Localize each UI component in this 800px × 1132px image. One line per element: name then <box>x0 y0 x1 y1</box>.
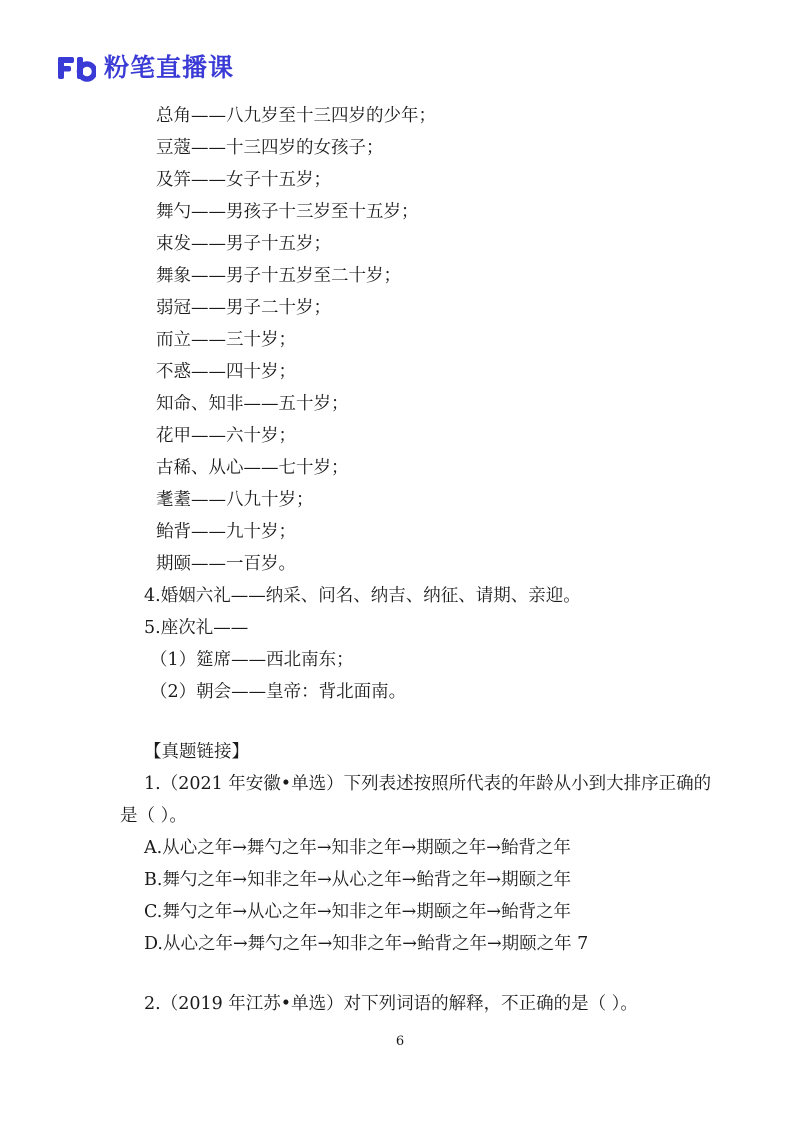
text-line: （2）朝会——皇帝：背北面南。 <box>150 682 407 702</box>
text-line: 5.座次礼—— <box>144 618 249 638</box>
text-line: 而立——三十岁； <box>156 330 296 350</box>
text-line: 及笄——女子十五岁； <box>156 170 331 190</box>
text-line: 期颐——一百岁。 <box>156 554 296 574</box>
question-1-option-c: C.舞勺之年→从心之年→知非之年→期颐之年→鲐背之年 <box>144 902 571 922</box>
question-1-stem-continued: 是（ ）。 <box>120 806 187 826</box>
text-line: 知命、知非——五十岁； <box>156 394 349 414</box>
text-line: 花甲——六十岁； <box>156 426 296 446</box>
text-line: 弱冠——男子二十岁； <box>156 298 331 318</box>
text-line: 耄耋——八九十岁； <box>156 490 314 510</box>
text-line: 总角——八九岁至十三四岁的少年； <box>156 106 436 126</box>
page-number: 6 <box>395 1034 405 1049</box>
question-2-stem: 2.（2019 年江苏•单选）对下列词语的解释，不正确的是（ ）。 <box>144 994 638 1014</box>
text-line: 4.婚姻六礼——纳采、问名、纳吉、纳征、请期、亲迎。 <box>144 586 581 606</box>
text-line: （1）筵席——西北南东； <box>150 650 354 670</box>
question-1-option-b: B.舞勺之年→知非之年→从心之年→鲐背之年→期颐之年 <box>144 870 572 890</box>
fenbi-logo-icon <box>56 53 96 83</box>
text-line: 舞象——男子十五岁至二十岁； <box>156 266 401 286</box>
section-heading: 【真题链接】 <box>144 742 249 762</box>
text-line: 豆蔻——十三四岁的女孩子； <box>156 138 384 158</box>
brand-title: 粉笔直播课 <box>104 53 235 82</box>
text-line: 古稀、从心——七十岁； <box>156 458 349 478</box>
question-1-stem: 1.（2021 年安徽•单选）下列表述按照所代表的年龄从小到大排序正确的 <box>144 774 712 794</box>
text-line: 不惑——四十岁； <box>156 362 296 382</box>
text-line: 舞勺——男孩子十三岁至十五岁； <box>156 202 419 222</box>
text-line: 鲐背——九十岁； <box>156 522 296 542</box>
question-1-option-d: D.从心之年→舞勺之年→知非之年→鲐背之年→期颐之年 7 <box>144 934 589 954</box>
question-1-option-a: A.从心之年→舞勺之年→知非之年→期颐之年→鲐背之年 <box>144 838 571 858</box>
text-line: 束发——男子十五岁； <box>156 234 331 254</box>
header <box>56 50 234 86</box>
